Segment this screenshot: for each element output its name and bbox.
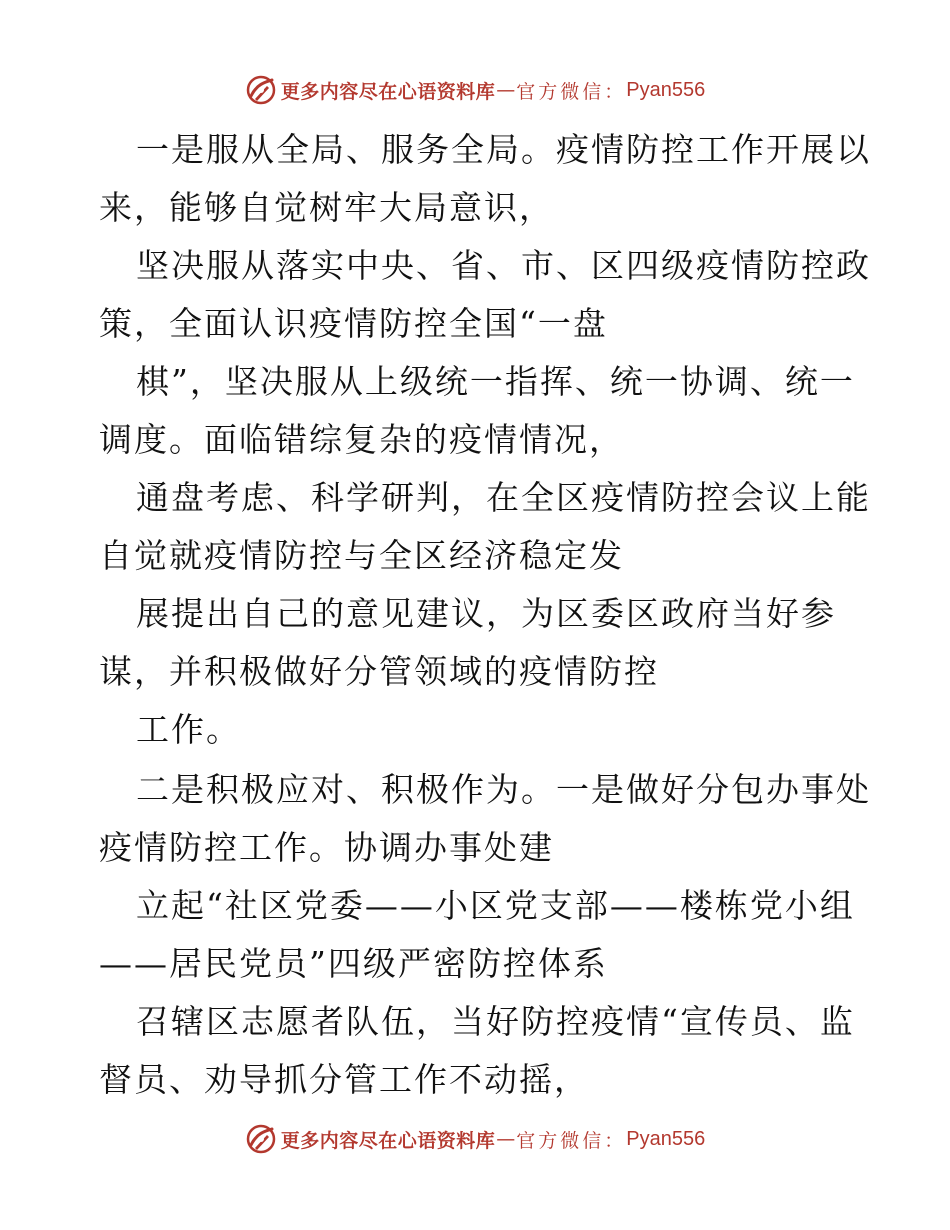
footer-brand-text: 更多内容尽在心语资料库 [280, 1129, 496, 1152]
footer-wechat-id: Pyan556 [626, 1127, 706, 1150]
text-line: 策，全面认识疫情防控全国“一盘 [99, 304, 608, 343]
text-line: 通盘考虑、科学研判，在全区疫情防控会议上能 [136, 478, 871, 517]
text-line: ——居民党员”四级严密防控体系 [99, 944, 608, 983]
footer-dash: — [496, 1128, 516, 1150]
text-line: 展提出自己的意见建议，为区委区政府当好参 [136, 594, 836, 633]
text-line: 自觉就疫情防控与全区经济稳定发 [99, 536, 624, 575]
header-brand-text: 更多内容尽在心语资料库 [280, 80, 496, 103]
header-banner [0, 70, 950, 110]
footer-wechat-label: 官方微信： [516, 1129, 627, 1152]
text-line: 坚决服从落实中央、省、市、区四级疫情防控政 [136, 246, 871, 285]
text-line: 谋，并积极做好分管领域的疫情防控 [99, 652, 659, 691]
text-line: 二是积极应对、积极作为。一是做好分包办事处 [136, 770, 871, 809]
text-line: 督员、劝导抓分管工作不动摇， [99, 1060, 589, 1099]
text-line: 工作。 [136, 710, 241, 749]
header-dash: — [496, 79, 516, 101]
ribbon-pen-logo-icon [245, 74, 277, 106]
text-line: 疫情防控工作。协调办事处建 [99, 828, 554, 867]
text-line: 立起“社区党委——小区党支部——楼栋党小组 [136, 886, 855, 925]
text-line: 棋”，坚决服从上级统一指挥、统一协调、统一 [136, 362, 855, 401]
footer-banner [0, 1119, 950, 1159]
text-line: 来，能够自觉树牢大局意识， [99, 188, 554, 227]
header-wechat-label: 官方微信： [516, 80, 627, 103]
text-line: 一是服从全局、服务全局。疫情防控工作开展以 [136, 130, 871, 169]
header-wechat-id: Pyan556 [626, 78, 706, 101]
text-line: 调度。面临错综复杂的疫情情况， [99, 420, 624, 459]
text-line: 召辖区志愿者队伍，当好防控疫情“宣传员、监 [136, 1002, 855, 1041]
ribbon-pen-logo-icon [245, 1123, 277, 1155]
